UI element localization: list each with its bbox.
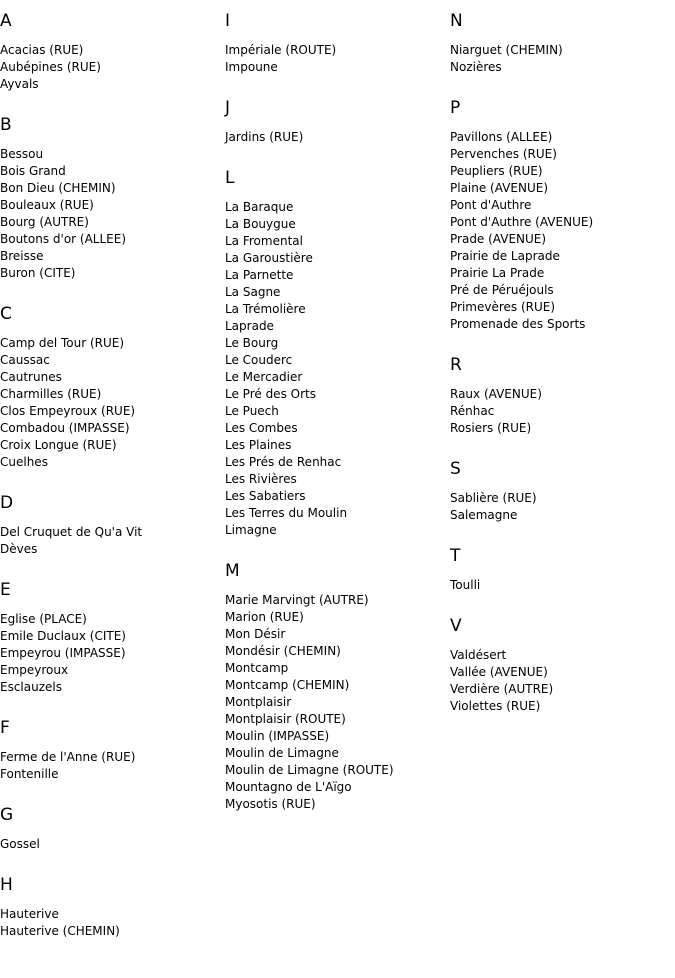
street-list [0,749,220,783]
street-name: Marion (RUE) [225,610,304,624]
street-name: Les Plaines [225,438,292,452]
street-name: Fontenille [0,767,59,781]
street-name: Promenade des Sports [450,317,586,331]
street-name: Esclauzels [0,680,62,694]
street-name: Moulin de Limagne [225,746,339,760]
street-list [0,524,220,558]
street-name: Dèves [0,542,38,556]
letter-heading: C [0,304,12,324]
street-name: Hauterive (CHEMIN) [0,924,120,938]
street-list [225,129,445,146]
street-list [450,647,670,715]
street-name: Niarguet (CHEMIN) [450,43,563,57]
street-list [450,577,670,594]
letter-group [0,580,220,696]
street-name: La Fromental [225,234,303,248]
street-name: La Parnette [225,268,294,282]
street-name: Violettes (RUE) [450,699,541,713]
street-name: Impoune [225,60,278,74]
street-name: Impériale (ROUTE) [225,43,337,57]
street-name: Toulli [450,578,481,592]
street-name: Laprade [225,319,274,333]
street-name: Montplaisir [225,695,292,709]
street-name: Aubépines (RUE) [0,60,101,74]
street-name: Mountagno de L'Aïgo [225,780,352,794]
street-name: Emile Duclaux (CITE) [0,629,126,643]
street-name: Salemagne [450,508,518,522]
street-name: Pavillons (ALLEE) [450,130,553,144]
street-name: Pont d'Authre [450,198,532,212]
letter-group [0,875,220,940]
street-name: Plaine (AVENUE) [450,181,548,195]
street-name: Prade (AVENUE) [450,232,547,246]
street-name: Cautrunes [0,370,62,384]
street-list [450,386,670,437]
street-name: Jardins (RUE) [225,130,304,144]
street-name: Bon Dieu (CHEMIN) [0,181,116,195]
letter-group [225,168,445,539]
street-name: Myosotis (RUE) [225,797,316,811]
street-name: Valdésert [450,648,507,662]
letter-heading: T [450,546,461,566]
street-name: Sablière (RUE) [450,491,537,505]
street-list [450,129,670,333]
letter-group [450,546,670,594]
street-name: Bourg (AUTRE) [0,215,89,229]
letter-heading: A [0,11,12,31]
street-name: Moulin de Limagne (ROUTE) [225,763,394,777]
street-name: Le Couderc [225,353,293,367]
letter-heading: M [225,561,240,581]
street-name: Le Bourg [225,336,279,350]
street-name: Moulin (IMPASSE) [225,729,330,743]
street-name: Eglise (PLACE) [0,612,87,626]
street-name: Les Combes [225,421,298,435]
street-name: Combadou (IMPASSE) [0,421,130,435]
letter-heading: S [450,459,461,479]
street-list [225,592,445,813]
street-name: Marie Marvingt (AUTRE) [225,593,369,607]
street-name: Boutons d'or (ALLEE) [0,232,127,246]
letter-heading: J [225,98,231,118]
letter-heading: E [0,580,11,600]
street-name: Le Mercadier [225,370,303,384]
street-list [225,199,445,539]
letter-heading: I [225,11,231,31]
street-name: Empeyroux [0,663,69,677]
letter-group [450,11,670,76]
street-list [0,611,220,696]
street-name: Hauterive [0,907,59,921]
street-name: Le Pré des Orts [225,387,316,401]
street-index-column-3 [450,0,670,715]
street-name: La Sagne [225,285,281,299]
street-name: La Garoustière [225,251,313,265]
letter-heading: D [0,493,14,513]
street-list [0,146,220,282]
street-name: Croix Longue (RUE) [0,438,117,452]
letter-group [0,493,220,558]
letter-group [0,115,220,282]
street-name: Breisse [0,249,44,263]
street-list [225,42,445,76]
street-name: Les Rivières [225,472,297,486]
street-name: La Bouygue [225,217,296,231]
street-name: Primevères (RUE) [450,300,556,314]
letter-heading: H [0,875,13,895]
street-index-column-2 [225,0,445,813]
street-name: Montcamp [225,661,289,675]
street-name: Peupliers (RUE) [450,164,543,178]
letter-group [450,459,670,524]
letter-group [0,805,220,853]
letter-group [0,11,220,93]
street-name: Rosiers (RUE) [450,421,532,435]
street-list [0,42,220,93]
letter-heading: L [225,168,235,188]
street-name: Bessou [0,147,44,161]
letter-heading: V [450,616,462,636]
letter-group [450,98,670,333]
letter-group [0,718,220,783]
street-name: Nozières [450,60,502,74]
street-name: Ferme de l'Anne (RUE) [0,750,136,764]
letter-heading: G [0,805,14,825]
street-name: Montcamp (CHEMIN) [225,678,350,692]
letter-group [450,616,670,715]
letter-heading: P [450,98,461,118]
street-name: Empeyrou (IMPASSE) [0,646,126,660]
letter-group [225,98,445,146]
street-name: Bouleaux (RUE) [0,198,94,212]
street-name: Les Prés de Renhac [225,455,342,469]
street-name: Caussac [0,353,50,367]
street-list [450,490,670,524]
street-list [0,836,220,853]
street-name: Pervenches (RUE) [450,147,557,161]
street-list [0,335,220,471]
street-name: Rénhac [450,404,495,418]
letter-heading: B [0,115,12,135]
street-name: Acacias (RUE) [0,43,84,57]
letter-group [225,11,445,76]
street-list [0,906,220,940]
street-name: Mondésir (CHEMIN) [225,644,341,658]
street-name: Del Cruquet de Qu'a Vit [0,525,143,539]
street-name: Montplaisir (ROUTE) [225,712,346,726]
street-name: Gossel [0,837,40,851]
street-name: Raux (AVENUE) [450,387,542,401]
street-name: Clos Empeyroux (RUE) [0,404,136,418]
street-name: Cuelhes [0,455,48,469]
letter-heading: R [450,355,462,375]
street-name: Vallée (AVENUE) [450,665,548,679]
street-name: Verdière (AUTRE) [450,682,554,696]
street-name: Les Sabatiers [225,489,306,503]
letter-group [225,561,445,813]
street-name: La Trémolière [225,302,306,316]
letter-group [0,304,220,471]
street-name: Les Terres du Moulin [225,506,348,520]
street-name: Buron (CITE) [0,266,76,280]
street-list [450,42,670,76]
letter-heading: F [0,718,10,738]
street-name: Prairie de Laprade [450,249,560,263]
street-name: Charmilles (RUE) [0,387,102,401]
street-name: Pré de Péruéjouls [450,283,554,297]
street-name: Camp del Tour (RUE) [0,336,125,350]
street-name: Ayvals [0,77,39,91]
street-name: Le Puech [225,404,279,418]
street-name: Prairie La Prade [450,266,545,280]
street-name: Limagne [225,523,277,537]
letter-heading: N [450,11,463,31]
street-name: Bois Grand [0,164,66,178]
street-name: La Baraque [225,200,294,214]
street-index-column-1 [0,0,220,940]
street-name: Mon Désir [225,627,286,641]
letter-group [450,355,670,437]
street-name: Pont d'Authre (AVENUE) [450,215,594,229]
